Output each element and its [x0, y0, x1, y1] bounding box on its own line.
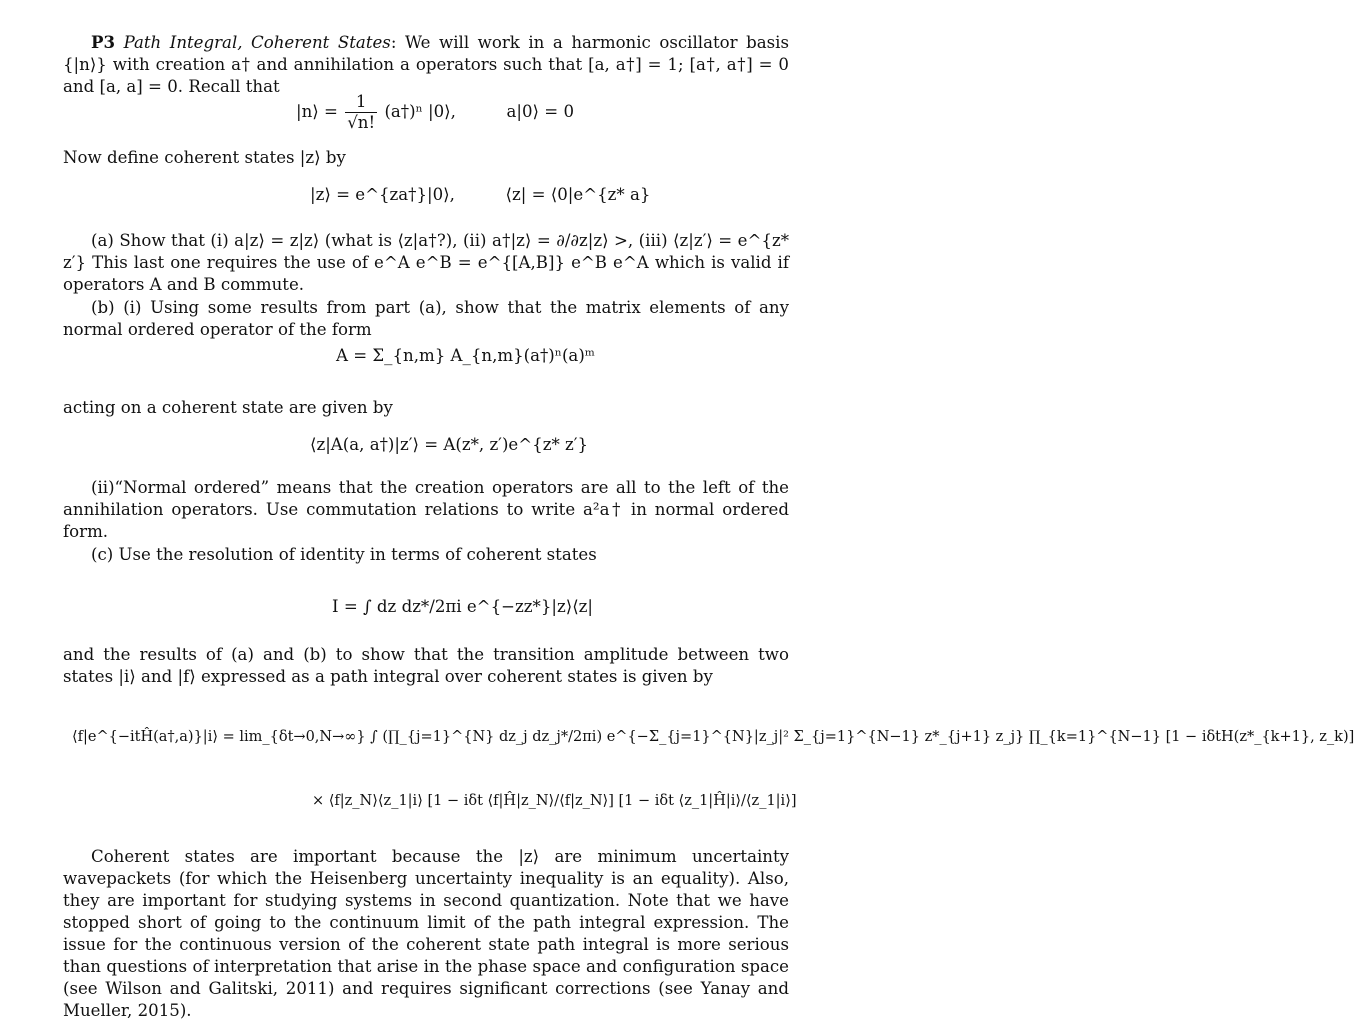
problem-title: Path Integral, Coherent States [123, 33, 391, 52]
equation-vacuum: a|0⟩ = 0 [506, 102, 575, 121]
fraction: $\frac{1}{√n!}$ [347, 92, 376, 132]
equation-ket-z: |z⟩ = e^{za†}|0⟩, [310, 185, 455, 204]
equation-number-state: |n⟩ = $\frac{1}{√n!}$ (a†)ⁿ |0⟩, a|0⟩ = 0 [296, 92, 575, 132]
problem-label: P3 [91, 32, 116, 52]
equation-path-integral-line-2: × ⟨f|z_N⟩⟨z_1|i⟩ [1 − iδt ⟨f|Ĥ|z_N⟩/⟨f|z_N⟩] [1 − iδt ⟨z_1|Ĥ|i⟩/⟨z_1|i⟩] [312, 793, 797, 809]
part-a-text: (a) Show that (i) a|z⟩ = z|z⟩ (what is ⟨z|a†?), (ii) a†|z⟩ = ∂/∂z|z⟩ >, (iii) ⟨z|z′⟩ = e^{z* z′} This last one requires the use of e^A e^B = e^{[A,B]} e^B e^A which is valid if operators A and B commute. [63, 231, 789, 294]
part-b-text-ii: (ii)“Normal ordered” means that the creation operators are all to the left of the annihilation operators. Use commutation relations to write a²a† in normal ordered form. [63, 478, 789, 541]
part-c-text-after: and the results of (a) and (b) to show that the transition amplitude between two states |i⟩ and |f⟩ expressed as a path integral over coherent states is given by [63, 645, 789, 686]
problem-intro: P3 Path Integral, Coherent States: We will work in a harmonic oscillator basis {|n⟩} with creation a† and annihilation a operators such that [a, a†] = 1; [a†, a†] = 0 and [a, a] = 0. Recall that [63, 32, 789, 96]
coherent-definition-text: Now define coherent states |z⟩ by [63, 148, 346, 167]
part-c-text: (c) Use the resolution of identity in terms of coherent states [91, 545, 597, 564]
problem-intro-text: We will work in a harmonic oscillator basis {|n⟩} with creation a† and annihilation a operators such that [a, a†] = 1; [a†, a†] = 0 and [a, a] = 0. Recall that [63, 33, 789, 96]
closing-paragraph: Coherent states are important because the |z⟩ are minimum uncertainty wavepackets (for which the Heisenberg uncertainty inequality is an equality). Also, they are important for studying systems in second quantization. Note that we have stopped short of going to the continuum limit of the path integral expression. The issue for the continuous version of the coherent state path integral is more serious than questions of interpretation that arise in the phase space and configuration space (see Wilson and Galitski, 2011) and requires significant corrections (see Yanay and Mueller, 2015). [63, 847, 789, 1020]
part-b-acting-text: acting on a coherent state are given by [63, 398, 393, 417]
equation-coherent-states [310, 184, 650, 206]
equation-path-integral-line-1: ⟨f|e^{−itĤ(a†,a)}|i⟩ = lim_{δt→0,N→∞} ∫ (∏_{j=1}^{N} dz_j dz_j*/2πi) e^{−Σ_{j=1}^{N}|z_j|² Σ_{j=1}^{N−1} z*_{j+1} z_j} ∏_{k=1}^{N−1} [1 − iδtH(z*_{k+1}, z_k)] [72, 729, 1354, 745]
part-b-text-i: (b) (i) Using some results from part (a), show that the matrix elements of any normal ordered operator of the form [63, 298, 789, 339]
equation-matrix-element: ⟨z|A(a, a†)|z′⟩ = A(z*, z′)e^{z* z′} [310, 435, 589, 454]
equation-bra-z: ⟨z| = ⟨0|e^{z* a} [505, 185, 651, 204]
equation-normal-ordered-operator: A = Σ_{n,m} A_{n,m}(a†)ⁿ(a)ᵐ [336, 346, 595, 365]
equation-resolution-identity: I = ∫ dz dz*/2πi e^{−zz*}|z⟩⟨z| [332, 597, 594, 616]
